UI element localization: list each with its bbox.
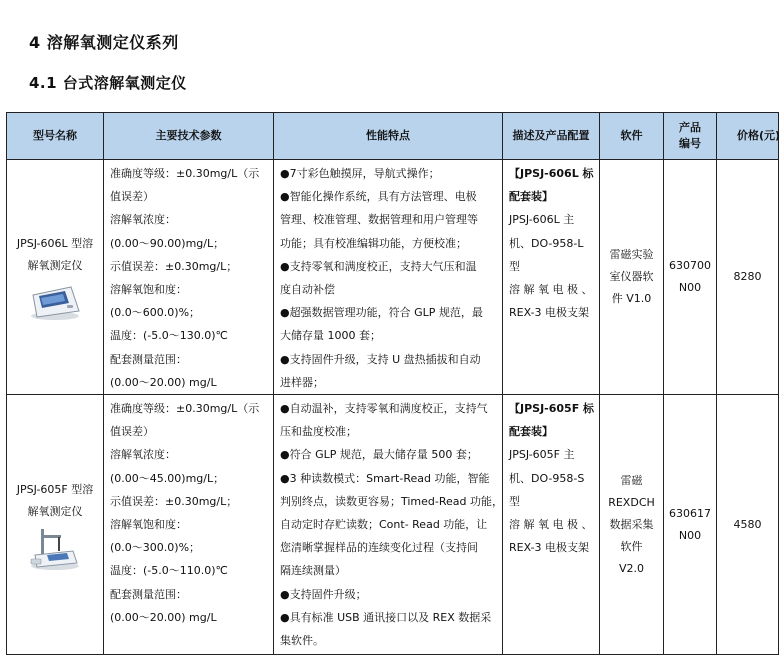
model-name-line: JPSJ-606L 型溶 bbox=[16, 237, 94, 251]
table-row bbox=[7, 395, 779, 655]
header-price: 价格(元) bbox=[717, 113, 779, 160]
params-cell bbox=[104, 160, 274, 395]
param-line: 配套测量范围： bbox=[110, 587, 187, 601]
config-line: 溶 解 氧 电 极 、 bbox=[509, 283, 593, 297]
param-line: 值误差） bbox=[110, 425, 154, 439]
code-line: 630700 bbox=[669, 259, 711, 273]
portable-do-meter-with-electrode-stand-icon bbox=[27, 527, 83, 571]
config-title-line: 【JPSJ-605F 标 bbox=[509, 402, 595, 416]
param-line: (0.0～300.0)%； bbox=[110, 541, 201, 555]
config-title-line: 【JPSJ-606L 标 bbox=[509, 167, 594, 180]
feature-line: 自动定时存贮读数；Cont- Read 功能，让 bbox=[280, 518, 488, 532]
code-cell bbox=[664, 395, 717, 655]
code-cell bbox=[664, 160, 717, 395]
param-line: 溶解氧饱和度： bbox=[110, 283, 187, 297]
param-line: 温度：(-5.0～130.0)℃ bbox=[110, 329, 228, 343]
feature-line: ●超强数据管理功能，符合 GLP 规范，最 bbox=[280, 306, 483, 320]
header-config: 描述及产品配置 bbox=[503, 113, 600, 160]
feature-line: 您清晰掌握样品的连续变化过程（支持间 bbox=[280, 541, 478, 555]
features-cell bbox=[274, 160, 503, 395]
config-title-line: 配套装】 bbox=[509, 425, 553, 439]
feature-line: ●具有标准 USB 通讯接口以及 REX 数据采 bbox=[280, 610, 492, 624]
model-name-line: 解氧测定仪 bbox=[27, 504, 83, 518]
feature-line: 进样器； bbox=[280, 375, 324, 389]
model-cell bbox=[7, 160, 104, 395]
feature-line: 功能；具有校准编辑功能，方便校准； bbox=[280, 236, 467, 250]
feature-line: ●7寸彩色触摸屏，导航式操作； bbox=[280, 167, 440, 180]
software-line: 室仪器软 bbox=[609, 270, 654, 284]
param-line: 溶解氧浓度： bbox=[110, 448, 176, 462]
param-line: (0.00～20.00) mg/L bbox=[110, 375, 217, 389]
product-spec-table bbox=[6, 112, 779, 655]
software-line: 数据采集 bbox=[609, 517, 654, 531]
config-line: 机、DO-958-L 型 bbox=[509, 236, 584, 273]
section-title: 4 溶解氧测定仪系列 bbox=[29, 33, 179, 52]
feature-line: ●支持零氧和满度校正，支持大气压和温 bbox=[280, 259, 477, 273]
software-line: 软件 bbox=[620, 539, 643, 553]
feature-line: ●3 种读数模式：Smart-Read 功能，智能 bbox=[280, 471, 490, 485]
config-line: REX-3 电极支架 bbox=[509, 306, 590, 320]
subsection-title: 4.1 台式溶解氧测定仪 bbox=[29, 74, 187, 92]
table-header-row bbox=[7, 113, 779, 160]
config-cell bbox=[503, 160, 600, 395]
param-line: (0.0～600.0)%； bbox=[110, 306, 201, 320]
feature-line: ●智能化操作系统，具有方法管理、电极 bbox=[280, 190, 477, 204]
software-line: 件 V1.0 bbox=[611, 292, 652, 306]
config-line: 机、DO-958-S 型 bbox=[509, 471, 585, 508]
config-line: REX-3 电极支架 bbox=[509, 541, 590, 555]
header-params: 主要技术参数 bbox=[104, 113, 274, 160]
code-line: 630617 bbox=[669, 506, 711, 520]
price-value: 4580 bbox=[733, 517, 762, 531]
software-cell bbox=[600, 395, 664, 655]
params-cell bbox=[104, 395, 274, 655]
param-line: 值误差） bbox=[110, 190, 154, 204]
software-line: 雷磁实验 bbox=[609, 248, 654, 262]
param-line: 温度：(-5.0～110.0)℃ bbox=[110, 564, 228, 578]
software-line: V2.0 bbox=[618, 561, 645, 575]
config-line: JPSJ-606L 主 bbox=[509, 213, 575, 227]
feature-line: 判别终点，读数更容易；Timed-Read 功能， bbox=[280, 494, 504, 508]
price-cell bbox=[717, 160, 779, 395]
software-line: REXDCH bbox=[608, 495, 655, 509]
header-model: 型号名称 bbox=[7, 113, 104, 160]
feature-line: ●符合 GLP 规范，最大储存量 500 套； bbox=[280, 448, 478, 462]
feature-line: 隔连续测量） bbox=[280, 564, 346, 578]
param-line: 示值误差：±0.30mg/L； bbox=[110, 259, 238, 273]
feature-line: 度自动补偿 bbox=[280, 283, 335, 297]
config-cell bbox=[503, 395, 600, 655]
software-cell bbox=[600, 160, 664, 395]
config-title-line: 配套装】 bbox=[509, 190, 553, 204]
param-line: 示值误差：±0.30mg/L； bbox=[110, 494, 238, 508]
software-line: 雷磁 bbox=[620, 473, 643, 487]
benchtop-do-meter-icon bbox=[27, 281, 83, 321]
param-line: 准确度等级：±0.30mg/L（示 bbox=[110, 167, 260, 180]
price-cell bbox=[717, 395, 779, 655]
param-line: 准确度等级：±0.30mg/L（示 bbox=[110, 402, 260, 416]
feature-line: 大储存量 1000 套； bbox=[280, 329, 381, 343]
param-line: (0.00～45.00)mg/L； bbox=[110, 471, 225, 485]
features-cell bbox=[274, 395, 503, 655]
feature-line: ●自动温补，支持零氧和满度校正，支持气 bbox=[280, 402, 488, 416]
header-code bbox=[664, 113, 717, 160]
header-code-line: 产品 bbox=[679, 121, 701, 134]
param-line: 溶解氧浓度： bbox=[110, 213, 176, 227]
feature-line: 集软件。 bbox=[280, 634, 324, 648]
config-line: 溶 解 氧 电 极 、 bbox=[509, 518, 593, 532]
feature-line: ●支持固件升级，支持 U 盘热插拔和自动 bbox=[280, 352, 481, 366]
header-code-line: 编号 bbox=[679, 137, 701, 150]
header-features: 性能特点 bbox=[274, 113, 503, 160]
param-line: 溶解氧饱和度： bbox=[110, 518, 187, 532]
param-line: 配套测量范围： bbox=[110, 352, 187, 366]
code-line: N00 bbox=[678, 528, 702, 542]
code-line: N00 bbox=[678, 281, 702, 295]
model-name-line: 解氧测定仪 bbox=[27, 259, 83, 273]
header-software: 软件 bbox=[600, 113, 664, 160]
param-line: (0.00～20.00) mg/L bbox=[110, 610, 217, 624]
config-line: JPSJ-605F 主 bbox=[509, 448, 575, 462]
feature-line: ●支持固件升级； bbox=[280, 587, 367, 601]
param-line: (0.00～90.00)mg/L； bbox=[110, 236, 225, 250]
feature-line: 压和盐度校准； bbox=[280, 425, 357, 439]
price-value: 8280 bbox=[733, 270, 762, 284]
table-row bbox=[7, 160, 779, 395]
feature-line: 管理、校准管理、数据管理和用户管理等 bbox=[280, 213, 478, 227]
model-cell bbox=[7, 395, 104, 655]
model-name-line: JPSJ-605F 型溶 bbox=[16, 482, 94, 496]
